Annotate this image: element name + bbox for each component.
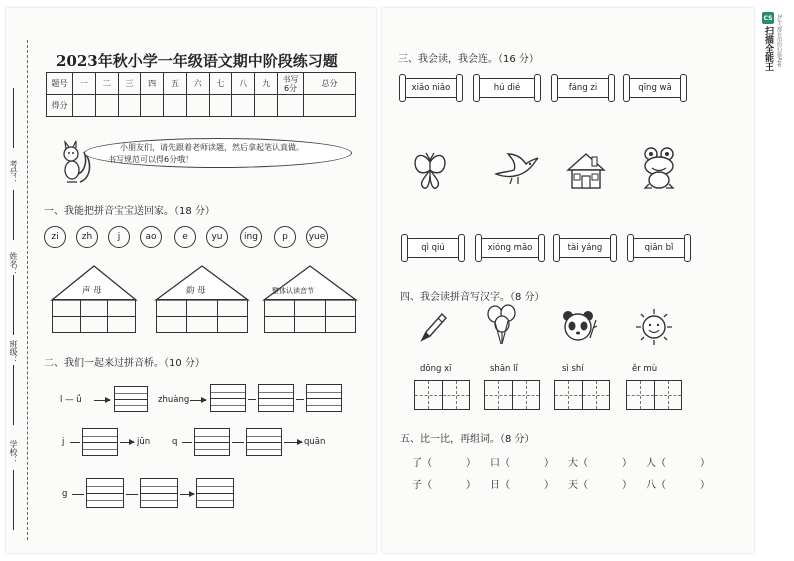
compare-paren[interactable]: ） — [466, 458, 476, 469]
answer-box[interactable] — [114, 386, 148, 412]
word-scroll[interactable]: hú dié — [478, 78, 536, 98]
bridge-arrow — [190, 400, 206, 401]
name-label: 姓名： — [9, 252, 18, 276]
answer-box[interactable] — [82, 428, 118, 456]
score-cell[interactable] — [118, 95, 141, 117]
compare-char: 子（ — [412, 480, 432, 491]
scanner-logo-badge: CS — [762, 12, 774, 24]
syllable-circle: ing — [240, 226, 262, 248]
score-cell[interactable] — [186, 95, 209, 117]
squirrel-icon — [58, 138, 92, 186]
exam-title: 2023年秋小学一年级语文期中阶段练习题 — [56, 52, 338, 70]
compare-paren[interactable]: ） — [622, 480, 632, 491]
bridge-arrow — [180, 494, 194, 495]
bridge-dash — [126, 494, 138, 495]
side-line-3 — [13, 275, 14, 335]
score-cell[interactable] — [164, 95, 187, 117]
bridge-start-1: l — ǘ — [60, 395, 82, 405]
house-body-3[interactable] — [264, 299, 356, 333]
balloons-icon — [484, 304, 520, 348]
syllable-circle: j — [108, 226, 130, 248]
pinyin-label: shān lǐ — [490, 364, 518, 374]
compare-paren[interactable]: ） — [544, 480, 554, 491]
word-scroll[interactable]: tài yáng — [558, 238, 612, 258]
answer-box[interactable] — [86, 478, 124, 508]
bridge-dash — [70, 442, 80, 443]
answer-box[interactable] — [194, 428, 230, 456]
tianzige-box[interactable] — [414, 380, 470, 410]
word-scroll[interactable]: qiān bǐ — [632, 238, 686, 258]
score-col: 九 — [255, 73, 278, 95]
side-line-2 — [13, 190, 14, 240]
answer-box[interactable] — [210, 384, 246, 412]
side-line-5 — [13, 470, 14, 530]
compare-char: 大（ — [568, 458, 588, 469]
scanner-brand: 扫描全能王 — [763, 26, 773, 71]
pencil-icon — [418, 310, 448, 344]
house-label-3: 整体认读音节 — [272, 287, 314, 295]
score-cell[interactable] — [141, 95, 164, 117]
score-cell[interactable] — [73, 95, 96, 117]
section2-title: 二、我们一起来过拼音桥。（10 分） — [44, 358, 205, 369]
score-col: 三 — [118, 73, 141, 95]
tianzige-box[interactable] — [484, 380, 540, 410]
writing-col: 书写 6分 — [278, 73, 304, 95]
score-col: 一 — [73, 73, 96, 95]
house-label-1: 声 母 — [82, 286, 102, 296]
tianzige-box[interactable] — [554, 380, 610, 410]
house-body-2[interactable] — [156, 299, 248, 333]
bridge-arrow — [120, 442, 134, 443]
frog-icon — [640, 146, 678, 190]
word-scroll[interactable]: xióng māo — [480, 238, 540, 258]
bubble-line-1: 小朋友们，请先跟着老师读题，然后拿起笔认真做。 — [120, 143, 304, 152]
compare-paren[interactable]: ） — [544, 458, 554, 469]
house-roof-1 — [50, 264, 138, 302]
scanner-sub: 3亿人都在用的扫描App — [776, 14, 782, 67]
compare-char: 口（ — [490, 458, 510, 469]
bridge-arrow — [284, 442, 302, 443]
side-line-4 — [13, 365, 14, 425]
pinyin-label: sì shí — [562, 364, 584, 374]
section1-title: 一、我能把拼音宝宝送回家。（18 分） — [44, 206, 215, 217]
bridge-dash — [248, 399, 256, 400]
house-body-1[interactable] — [52, 299, 136, 333]
compare-char: 天（ — [568, 480, 588, 491]
score-cell[interactable] — [209, 95, 232, 117]
sun-icon — [634, 306, 674, 346]
score-cell[interactable] — [95, 95, 118, 117]
section3-title: 三、我会读，我会连。（16 分） — [398, 54, 539, 65]
syllable-row — [44, 226, 334, 250]
answer-box[interactable] — [246, 428, 282, 456]
score-row-label: 得分 — [47, 95, 73, 117]
syllable-circle: zh — [76, 226, 98, 248]
compare-char: 八（ — [646, 480, 666, 491]
bridge-end-2: jūn — [137, 437, 151, 447]
panda-icon — [560, 308, 598, 346]
score-col: 二 — [95, 73, 118, 95]
syllable-circle: yu — [206, 226, 228, 248]
cut-line — [27, 40, 28, 540]
compare-char: 了（ — [412, 458, 432, 469]
score-col: 四 — [141, 73, 164, 95]
exam-no-label: 考号： — [9, 160, 18, 184]
class-label: 班级： — [9, 340, 18, 364]
compare-char: 日（ — [490, 480, 510, 491]
compare-paren[interactable]: ） — [700, 480, 710, 491]
total-col: 总分 — [304, 73, 356, 95]
pinyin-label: dōng xī — [420, 364, 452, 374]
syllable-circle: e — [174, 226, 196, 248]
compare-paren[interactable]: ） — [700, 458, 710, 469]
score-cell[interactable] — [232, 95, 255, 117]
compare-paren[interactable]: ） — [466, 480, 476, 491]
house-roof-3 — [262, 264, 358, 302]
butterfly-icon — [412, 150, 448, 192]
word-scroll[interactable]: xiǎo niǎo — [404, 78, 458, 98]
bridge-mid-1: zhuàng — [158, 395, 190, 405]
house-label-2: 韵 母 — [186, 286, 206, 296]
score-col: 七 — [209, 73, 232, 95]
bridge-dash — [182, 442, 192, 443]
bridge-end-2b: quān — [304, 437, 326, 447]
syllable-circle: yue — [306, 226, 328, 248]
score-col: 八 — [232, 73, 255, 95]
bird-icon — [492, 152, 540, 186]
score-header-label: 题号 — [47, 73, 73, 95]
score-col: 六 — [186, 73, 209, 95]
bridge-dash — [72, 494, 84, 495]
syllable-circle: zi — [44, 226, 66, 248]
house-icon — [566, 152, 606, 190]
answer-box[interactable] — [196, 478, 234, 508]
school-label: 学校： — [9, 440, 18, 464]
compare-char: 人（ — [646, 458, 666, 469]
word-scroll[interactable]: fáng zi — [556, 78, 610, 98]
side-line-1 — [13, 88, 14, 148]
pinyin-label: ěr mù — [632, 364, 658, 374]
score-cell[interactable] — [304, 95, 356, 117]
house-roof-2 — [154, 264, 250, 302]
score-cell[interactable] — [278, 95, 304, 117]
tianzige-box[interactable] — [626, 380, 682, 410]
answer-box[interactable] — [140, 478, 178, 508]
score-table — [46, 72, 356, 117]
answer-box[interactable] — [258, 384, 294, 412]
word-scroll[interactable]: qì qiú — [406, 238, 460, 258]
section4-title: 四、我会读拼音写汉字。（8 分） — [400, 292, 545, 303]
syllable-circle: ao — [140, 226, 162, 248]
score-col: 五 — [164, 73, 187, 95]
compare-paren[interactable]: ） — [622, 458, 632, 469]
bridge-dash — [232, 442, 244, 443]
bubble-line-2: 书写规范可以得6分哦！ — [108, 155, 194, 164]
bridge-start-3: g — [62, 489, 68, 499]
word-scroll[interactable]: qīng wā — [628, 78, 682, 98]
bridge-dash — [296, 399, 304, 400]
answer-box[interactable] — [306, 384, 342, 412]
bridge-start-2: j — [62, 437, 65, 447]
syllable-circle: p — [274, 226, 296, 248]
score-cell[interactable] — [255, 95, 278, 117]
bridge-mid-2: q — [172, 437, 178, 447]
bridge-arrow — [94, 400, 110, 401]
section5-title: 五、比一比，再组词。（8 分） — [400, 434, 535, 445]
